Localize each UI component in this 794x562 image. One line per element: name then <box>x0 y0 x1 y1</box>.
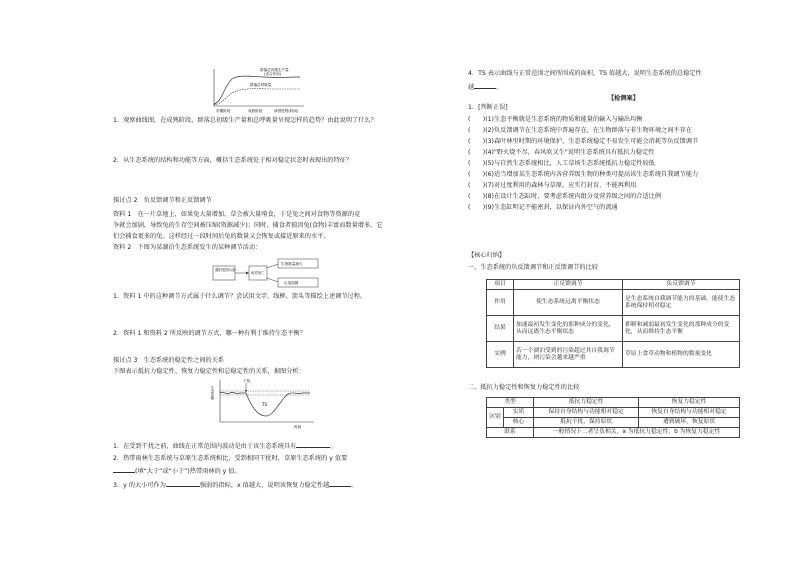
table-cell: 若一个湖泊受到的污染超过其自我调节能力，则污染会越来越严重 <box>514 342 623 368</box>
material-1-line-2: 争就会加剧，导致兔的生存空间被压缩(资源减少)；同时，捕食者狼因兔(食物)丰富而数量增多，它 <box>113 222 383 229</box>
answer-blank-5[interactable] <box>296 441 330 448</box>
table-cell: 是生态系统自我调节能力的基础，能使生态系统保持相对稳定 <box>623 290 740 316</box>
question-8-line-1: 4．TS 表示曲线与正常范围之间所围成的面积，TS 值越大，说明生态系统的总稳定性 <box>468 70 702 77</box>
fig2-box-3: 生物数量减少 <box>281 262 303 266</box>
table-cell: 作用 <box>487 290 514 316</box>
table-cell: 遭到破坏，恢复原状 <box>639 418 740 428</box>
fig2-box-2: 鱼类死亡 <box>251 271 265 275</box>
fig2-box-4: 污染加剧 <box>284 281 299 285</box>
table-cell: 恢复自身结构与功能相对稳定 <box>639 408 740 418</box>
table-cell: 抑制和减弱最初发生变化的那种成分的变化，从而维持生态平衡 <box>623 316 740 342</box>
question-7-mid: 强弱的指标，x 值越大，说明该恢复力稳定性越 <box>199 482 330 489</box>
point-2-title: 探讨点 2 负反馈调节和正反馈调节 <box>113 197 212 204</box>
question-2: 2．从生态系统的结构和功能等方面，概括生态系统处于相对稳定状态时表现出的特征？ <box>113 157 353 164</box>
point-3-intro: 下图表示抵抗力稳定性、恢复力稳定性和总稳定性的关系，据图分析： <box>113 368 305 375</box>
fig1-stage-c: 演替进程(时间) <box>274 109 299 113</box>
answer-blank-7a[interactable] <box>166 480 200 487</box>
table-cell: 联系 <box>487 428 534 438</box>
fig1-stage-a: 早期阶段 <box>216 109 231 113</box>
fig3-top-label: 干扰 <box>243 379 251 383</box>
point-3-title: 探讨点 3 生态系统的稳定性之间的关系 <box>113 357 225 364</box>
table-cell: 一般情况下二者呈负相关，a 为抵抗力稳定性，b 为恢复力稳定性 <box>534 428 740 438</box>
table-row <box>487 342 740 368</box>
table-cell: 草原上食草动物和植物的数量变化 <box>623 342 740 368</box>
table-cell: 使生态系统远离平衡状态 <box>514 290 623 316</box>
table-header-row <box>487 280 740 290</box>
table-cell: 核心 <box>504 418 534 428</box>
question-8-line-2 <box>468 82 502 92</box>
judge-item: ( )(9)生态缸明记不能密封，以保证内外空气的流通 <box>468 204 618 211</box>
question-6-line-1 <box>113 455 347 463</box>
material-1-line-1: 资料 1 在一片草地上，如果兔大量增加，草会被大量啃食，于是兔之间对食物等资源的竞 <box>113 211 361 218</box>
table-header-row <box>487 398 740 408</box>
judge-item: ( )(2)负反馈调节在生态系统中普遍存在，在生物群落与非生物环境之间不存在 <box>468 127 692 134</box>
question-1: 1．观察曲线图，在成熟阶段，群落总初级生产量和总呼吸量呈现怎样的趋势？由此说明了什么？ <box>113 117 377 124</box>
table-row <box>487 428 740 438</box>
table-header-cell: 类型 <box>487 398 534 408</box>
question-5-end: 。 <box>330 443 337 450</box>
fig1-top-label: 群落总初级生产量 <box>260 68 289 72</box>
table-cell: 实例 <box>487 342 514 368</box>
fig1-top-label-2: (光合作用) <box>264 72 282 76</box>
table-header-cell: 恢复力稳定性 <box>639 398 740 408</box>
section-1-title: 一、生态系统的负反馈调节和正反馈调节的比较 <box>468 264 598 271</box>
fig1-mid-label: 群落总呼吸量 <box>250 83 272 87</box>
summary-title: 【核心归纳】 <box>468 252 506 259</box>
question-7 <box>113 480 357 490</box>
succession-curve-figure <box>208 66 308 116</box>
question-6-end: (填“大于”或“小于”)热带雨林的 y 值。 <box>135 468 241 475</box>
feedback-comparison-table <box>486 279 740 368</box>
answer-blank-6[interactable] <box>113 466 135 473</box>
table-row <box>487 290 740 316</box>
judge-item: ( )(6)适当增加某生态系统内各营养级生物的种类可提高该生态系统自我调节能力 <box>468 171 699 178</box>
judge-item: ( )(1)生态平衡就是生态系统的物质和能量的输入与输出均衡 <box>468 116 643 123</box>
question-6-line-2 <box>113 466 241 476</box>
question-3: 1．资料 1 中的这种调节方式属于什么调节？尝试用文字、线框、箭头等描绘上述调节过程。 <box>113 293 367 300</box>
question-7-text: 3．y 的大小可作为 <box>113 482 166 489</box>
table-row <box>487 408 740 418</box>
table-row <box>487 316 740 342</box>
judge-item: ( )(7)对过度利用的森林与草原，应实行封育，不能再利用 <box>468 182 637 189</box>
table-header-cell: 抵抗力稳定性 <box>534 398 639 408</box>
fig3-x-label: 时间 <box>294 425 302 429</box>
section-2-title: 二、抵抗力稳定性和恢复力稳定性的比较 <box>468 384 580 391</box>
question-5 <box>113 441 337 451</box>
judge-item: ( )(5)与自然生态系统相比，人工草场生态系统抵抗力稳定性较低 <box>468 160 655 167</box>
fig1-stage-b: 成熟阶段 <box>248 109 263 113</box>
material-2: 资料 2 下图为某湖泊生态系统发生的某种调节活动： <box>113 244 262 251</box>
table-cell-group: 区别 <box>487 408 504 428</box>
stability-curve-figure <box>210 378 318 430</box>
table-cell: 保持自身结构与功能相对稳定 <box>534 408 639 418</box>
answer-blank-8[interactable] <box>474 82 496 89</box>
table-header-cell: 负反馈调节 <box>623 280 740 290</box>
answer-blank-7b[interactable] <box>329 480 351 487</box>
table-header-cell: 正反馈调节 <box>514 280 623 290</box>
judge-item: ( )(4)"野火烧不尽，春风吹又生"说明生态系统具有抵抗力稳定性 <box>468 149 655 156</box>
question-8-text: 越 <box>468 84 475 91</box>
table-cell: 加速最初发生变化的那种成分的变化，从而远离生态平衡状态 <box>514 316 623 342</box>
question-7-end: 。 <box>351 482 358 489</box>
stability-comparison-table <box>486 397 740 438</box>
table-cell: 结果 <box>487 316 514 342</box>
feedback-loop-figure <box>212 258 332 288</box>
table-cell: 实质 <box>504 408 534 418</box>
judge-item: ( )(3)森叶林里时期的环境保护、生态系统稳定不易发生可能会消耗等负反馈调节 <box>468 138 699 145</box>
material-1-line-3: 们会捕食更多的兔。这样经过一段时间后兔的数量又会恢复或接近原来的水平。 <box>113 233 330 240</box>
table-cell: 抵抗干扰，保持原状 <box>534 418 639 428</box>
question-5-text: 1．在受到干扰之前，曲线在正常范围内波动是由于该生态系统具有 <box>113 443 297 450</box>
question-4: 2．资料 1 和资料 2 所反映的调节方式，哪一种有利于维持生态平衡？ <box>113 330 306 337</box>
fig3-y-label: 生态功能 <box>210 386 214 400</box>
judge-item: ( )(8)在设计生态缸时，要考虑系统内组分及营养级之间的合适比例 <box>468 193 662 200</box>
question-8-end: 。 <box>496 84 503 91</box>
fig3-ts-label: TS <box>262 402 267 407</box>
table-row <box>487 418 740 428</box>
fig2-box-1: 湖泊受到污染 <box>215 268 236 272</box>
judge-title: 1．[判断正误] <box>468 104 508 111</box>
check-section-title: 【检测案】 <box>608 95 639 102</box>
question-6-text: 2．热带雨林生态系统与草原生态系统相比，受到相同干扰时，草原生态系统的 y 值要 <box>113 455 348 462</box>
table-header-cell: 项目 <box>487 280 514 290</box>
